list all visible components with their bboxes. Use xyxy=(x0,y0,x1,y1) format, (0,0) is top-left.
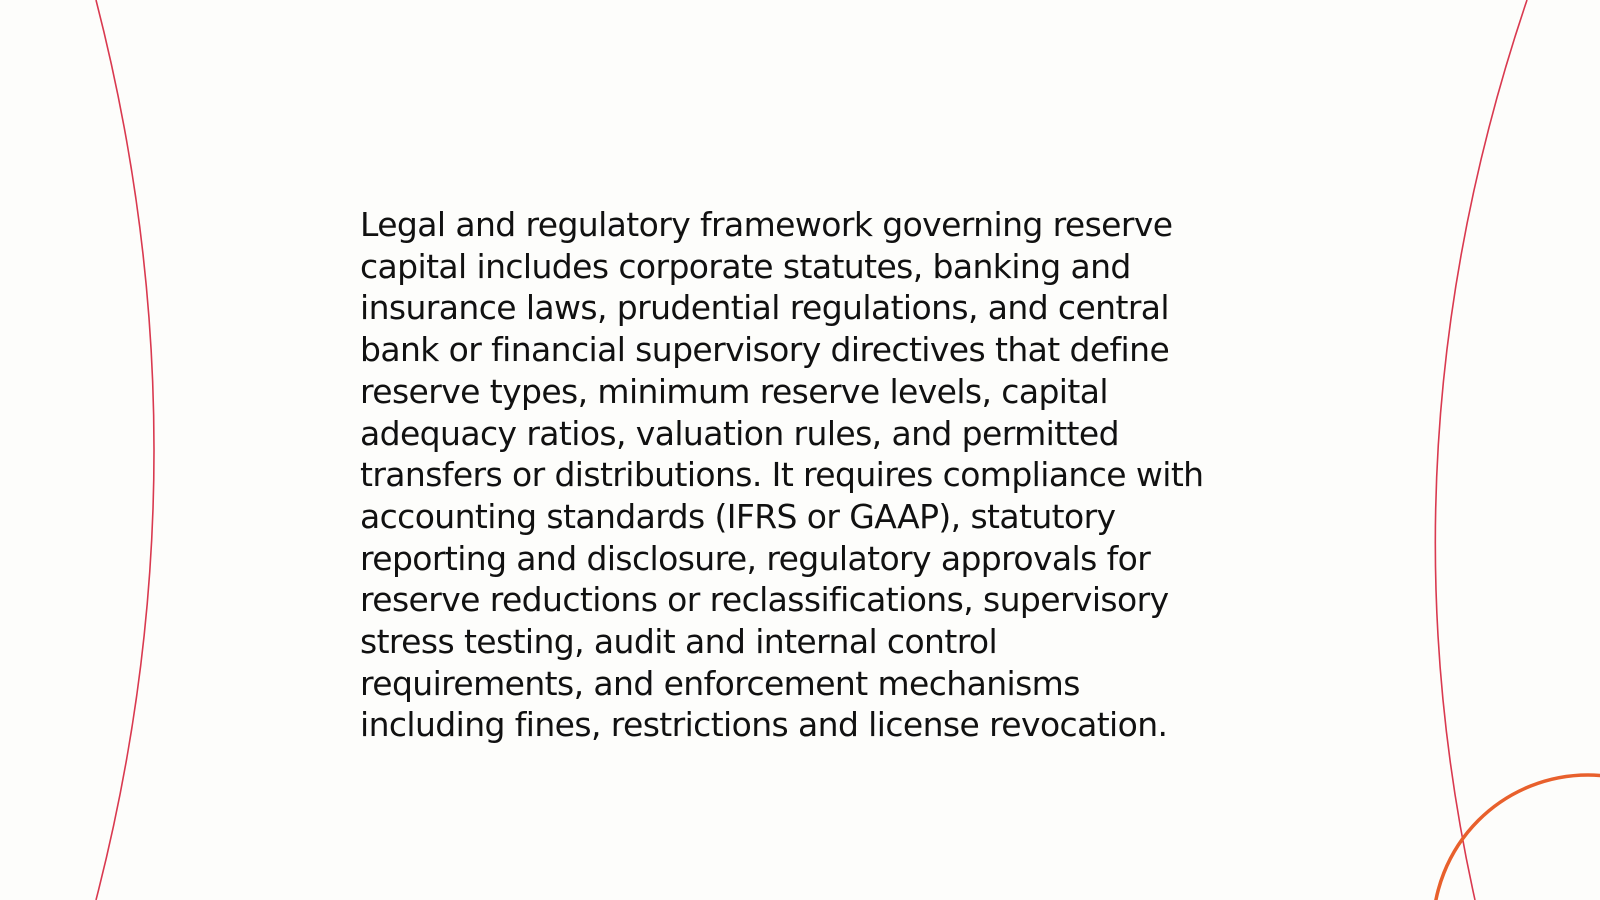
body-line: capital includes corporate statutes, banking and xyxy=(360,246,1131,286)
left-curve-line xyxy=(96,0,154,900)
body-line: reserve reductions or reclassifications, supervisory xyxy=(360,580,1169,620)
body-line: bank or financial supervisory directives that define xyxy=(360,330,1170,370)
body-line: Legal and regulatory framework governing reserve xyxy=(360,205,1173,244)
body-line: adequacy ratios, valuation rules, and permitted xyxy=(360,413,1119,453)
body-line: reporting and disclosure, regulatory approvals for xyxy=(360,538,1151,578)
body-line: stress testing, audit and internal control xyxy=(360,622,998,662)
right-curve-line xyxy=(1435,0,1527,900)
body-line: accounting standards (IFRS or GAAP), statutory xyxy=(360,496,1116,536)
body-line: reserve types, minimum reserve levels, capital xyxy=(360,371,1108,411)
body-line: including fines, restrictions and license revocation. xyxy=(360,705,1168,745)
body-paragraph xyxy=(360,204,1250,746)
accent-circle-outline xyxy=(1433,775,1600,900)
body-line: insurance laws, prudential regulations, and central xyxy=(360,288,1169,328)
body-line: requirements, and enforcement mechanisms xyxy=(360,663,1080,703)
body-line: transfers or distributions. It requires compliance with xyxy=(360,455,1204,495)
